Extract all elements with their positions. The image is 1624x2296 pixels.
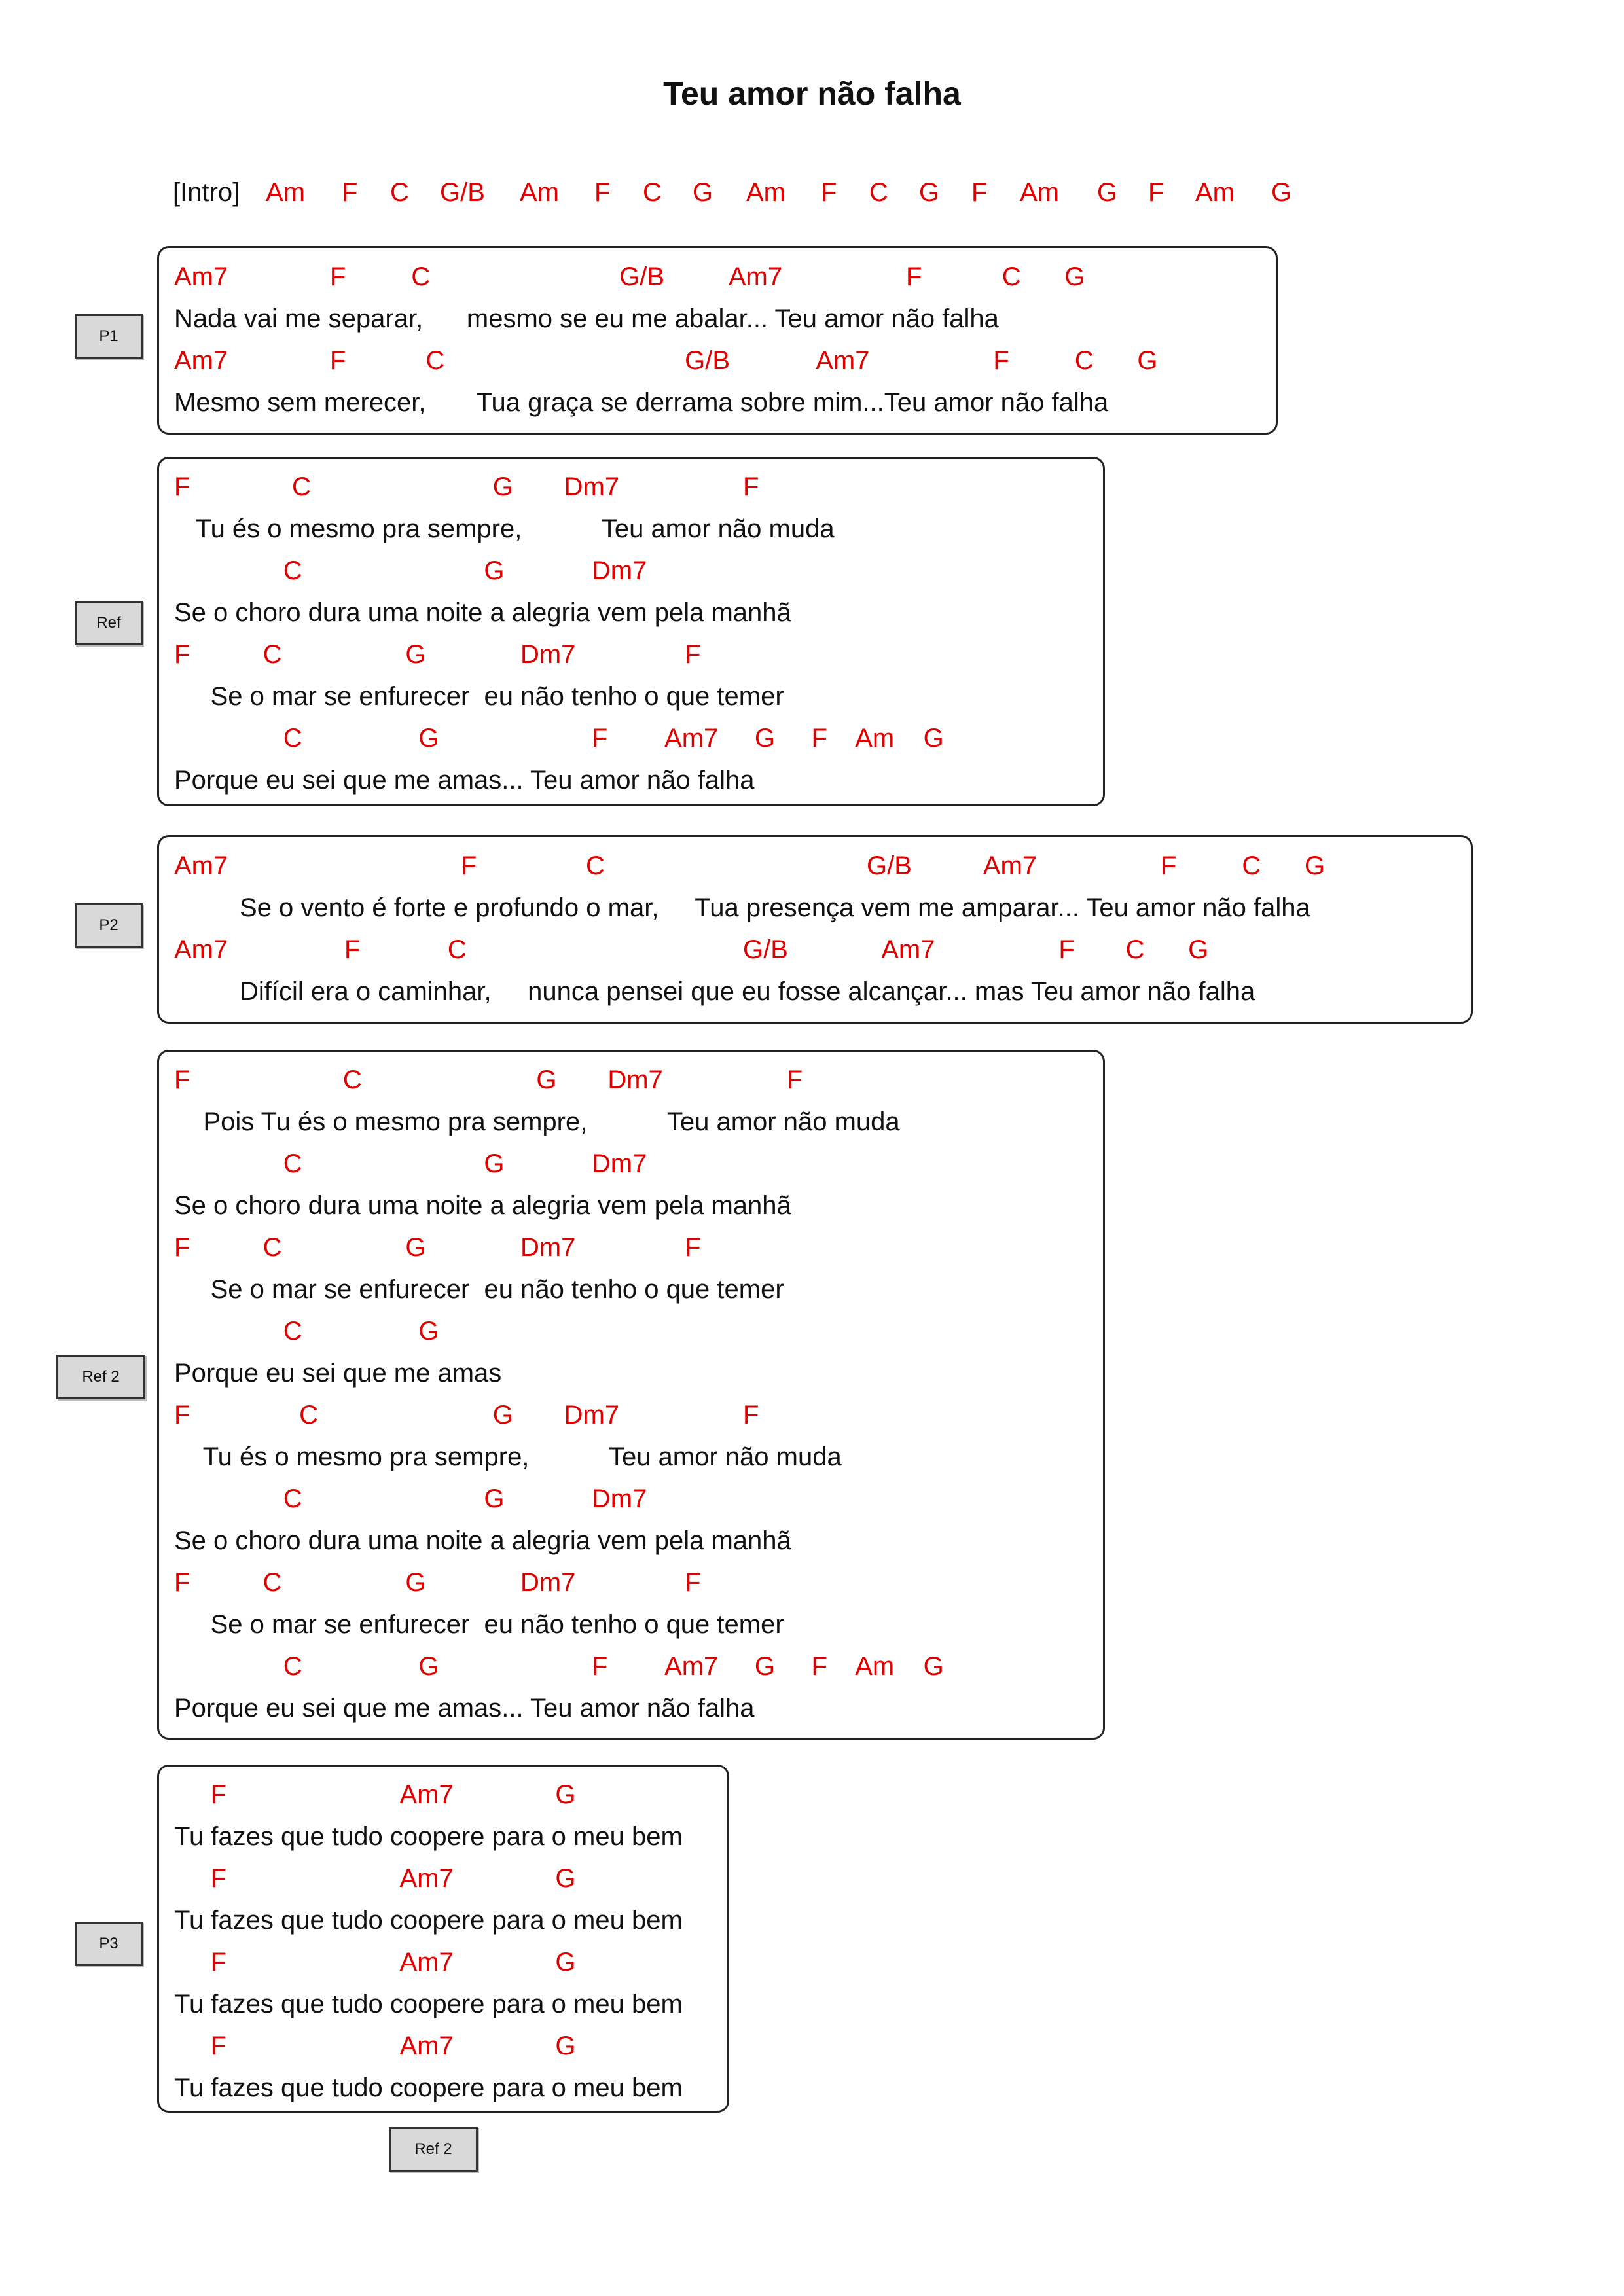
section-label-p1: P1 [75,314,143,359]
chord-line: C G Dm7 [174,556,647,585]
chord-line: C G Dm7 [174,1484,647,1513]
lyric-line: Se o choro dura uma noite a alegria vem pela manhã [174,598,791,627]
lyric-line: Tu fazes que tudo coopere para o meu bem [174,1906,683,1935]
lyric-line: Pois Tu és o mesmo pra sempre, Teu amor não muda [174,1107,900,1136]
lyric-line: Tu és o mesmo pra sempre, Teu amor não muda [174,1443,842,1471]
intro-chord: Am [746,178,785,207]
lyric-line: Nada vai me separar, mesmo se eu me abalar... Teu amor não falha [174,304,999,333]
chord-line: F C G Dm7 F [174,1568,701,1597]
section-label-ref2: Ref 2 [56,1355,145,1399]
chord-line: Am7 F C G/B Am7 F C G [174,346,1158,375]
chord-line: C G F Am7 G F Am G [174,724,944,753]
intro-chord: Am [1020,178,1059,207]
chord-line: C G [174,1317,439,1346]
chord-line: F Am7 G [174,1780,576,1809]
lyric-line: Tu fazes que tudo coopere para o meu bem [174,1822,683,1851]
chord-line: F C G Dm7 F [174,1401,759,1429]
section-label-p3: P3 [75,1922,143,1966]
lyric-line: Tu és o mesmo pra sempre, Teu amor não muda [174,514,835,543]
lyric-line: Difícil era o caminhar, nunca pensei que eu fosse alcançar... mas Teu amor não falha [174,977,1255,1006]
intro-chord: F [971,178,988,207]
chord-line: C G F Am7 G F Am G [174,1652,944,1681]
intro-chord: F [1148,178,1164,207]
intro-chord: G [1097,178,1118,207]
intro-chord: C [390,178,409,207]
chord-line: Am7 F C G/B Am7 F C G [174,935,1209,964]
chord-line: F C G Dm7 F [174,1233,701,1262]
intro-chord: C [869,178,888,207]
lyric-line: Se o choro dura uma noite a alegria vem pela manhã [174,1191,791,1220]
lyric-line: Tu fazes que tudo coopere para o meu bem [174,1990,683,2018]
intro-chord: C [643,178,662,207]
lyric-line: Tu fazes que tudo coopere para o meu bem [174,2073,683,2102]
chord-line: F Am7 G [174,1864,576,1893]
section-label-ref: Ref [75,601,143,645]
chord-line: F Am7 G [174,2032,576,2060]
chord-line: C G Dm7 [174,1149,647,1178]
section-label-p2: P2 [75,903,143,948]
chord-line: F C G Dm7 F [174,1066,803,1094]
intro-chord: Am [1195,178,1235,207]
lyric-line: Porque eu sei que me amas... Teu amor não falha [174,1694,755,1723]
lyric-line: Se o mar se enfurecer eu não tenho o que temer [174,1610,784,1639]
lyric-line: Se o mar se enfurecer eu não tenho o que temer [174,1275,784,1304]
intro-chord: F [821,178,837,207]
footer-label-ref2: Ref 2 [389,2127,478,2172]
lyric-line: Se o vento é forte e profundo o mar, Tua presença vem me amparar... Teu amor não falha [174,893,1310,922]
lyric-line: Mesmo sem merecer, Tua graça se derrama sobre mim...Teu amor não falha [174,388,1109,417]
lyric-line: Se o mar se enfurecer eu não tenho o que temer [174,682,784,711]
chord-line: F Am7 G [174,1948,576,1977]
chord-line: Am7 F C G/B Am7 F C G [174,262,1085,291]
intro-chord: G [693,178,713,207]
lyric-line: Se o choro dura uma noite a alegria vem pela manhã [174,1526,791,1555]
intro-chord: F [342,178,358,207]
intro-chord: G [1271,178,1292,207]
lyric-line: Porque eu sei que me amas... Teu amor não falha [174,766,755,795]
intro-chord: Am [266,178,305,207]
intro-chord: G [919,178,940,207]
chord-line: F C G Dm7 F [174,640,701,669]
intro-chord: F [594,178,611,207]
intro-chord: Am [520,178,559,207]
chord-line: F C G Dm7 F [174,473,759,501]
intro-label: [Intro] [173,178,240,207]
lyric-line: Porque eu sei que me amas [174,1359,502,1388]
chord-line: Am7 F C G/B Am7 F C G [174,852,1326,880]
intro-chord: G/B [440,178,485,207]
page-title: Teu amor não falha [663,75,961,112]
